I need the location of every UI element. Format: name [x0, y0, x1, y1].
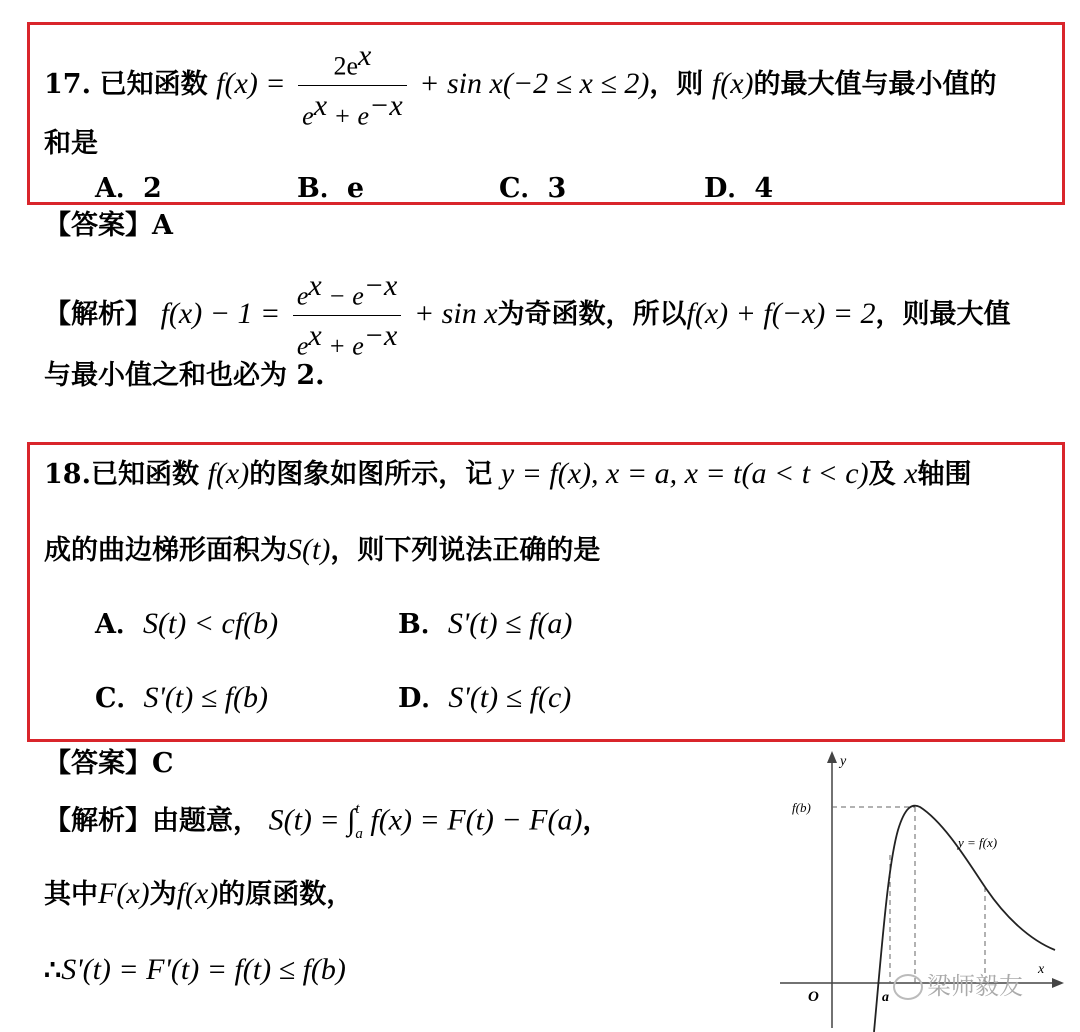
- q17-number: 17.: [44, 68, 91, 100]
- curve-label: y = f(x): [958, 835, 998, 850]
- watermark: 梁师毅友: [893, 966, 1023, 1001]
- q18-line1: 18.已知函数 f(x)的图象如图所示，记 y = f(x), x = a, x = t(a < t < c)及 x轴围: [44, 457, 972, 490]
- q18-option-d: D．S'(t) ≤ f(c): [398, 681, 572, 714]
- wechat-icon: [893, 974, 923, 1000]
- q18-line2: 成的曲边梯形面积为S(t)，则下列说法正确的是: [44, 533, 601, 566]
- a18-answer: 【答案】C: [44, 748, 174, 779]
- q17-option-a: A．2: [95, 173, 162, 204]
- q17-fraction: $\frac{2e^x}{e^x + e^{-x}}$: [298, 38, 407, 133]
- a17-fraction: $\frac{e^x - e^{-x}}{e^x + e^{-x}}$: [293, 268, 402, 363]
- a17-analysis-line2: 与最小值之和也必为 2.: [44, 360, 325, 391]
- a-label: a: [882, 990, 889, 1005]
- x-axis-arrow-icon: [1052, 978, 1064, 988]
- x-axis-label: x: [1038, 962, 1045, 977]
- q18-option-b: B．S'(t) ≤ f(a): [398, 607, 573, 640]
- q17-option-b: B．e: [297, 173, 364, 204]
- y-axis-arrow-icon: [827, 751, 837, 763]
- origin-label: O: [808, 989, 819, 1005]
- a18-analysis-line2: 其中F(x)为f(x)的原函数，: [44, 877, 354, 910]
- q18-option-c: C．S'(t) ≤ f(b): [95, 681, 269, 714]
- a17-analysis-line1: 【解析】 f(x) − 1 = $\frac{e^x - e^{-x}}{e^x + e^{-x}}$ + sin x为奇函数，所以f(x) + f(−x) = 2，则最大值: [44, 268, 1011, 363]
- a18-analysis-line1: 【解析】由题意， S(t) = ∫ t a f(x) = F(t) − F(a)，: [44, 801, 610, 842]
- q17-line2: 和是: [44, 128, 98, 159]
- q17-option-c: C．3: [499, 173, 567, 204]
- a18-analysis-line3: ∴S'(t) = F'(t) = f(t) ≤ f(b): [44, 953, 346, 986]
- q17-option-d: D．4: [704, 173, 774, 204]
- fb-label: f(b): [792, 800, 811, 815]
- q17-line1: 17. 已知函数 f(x) = $\frac{2e^x}{e^x + e^{-x}}$ + sin x(−2 ≤ x ≤ 2)，则 f(x)的最大值与最小值的: [44, 38, 997, 133]
- a17-answer: 【答案】A: [44, 210, 173, 241]
- q18-option-a: A．S(t) < cf(b): [95, 607, 279, 640]
- y-axis-label: y: [840, 754, 847, 769]
